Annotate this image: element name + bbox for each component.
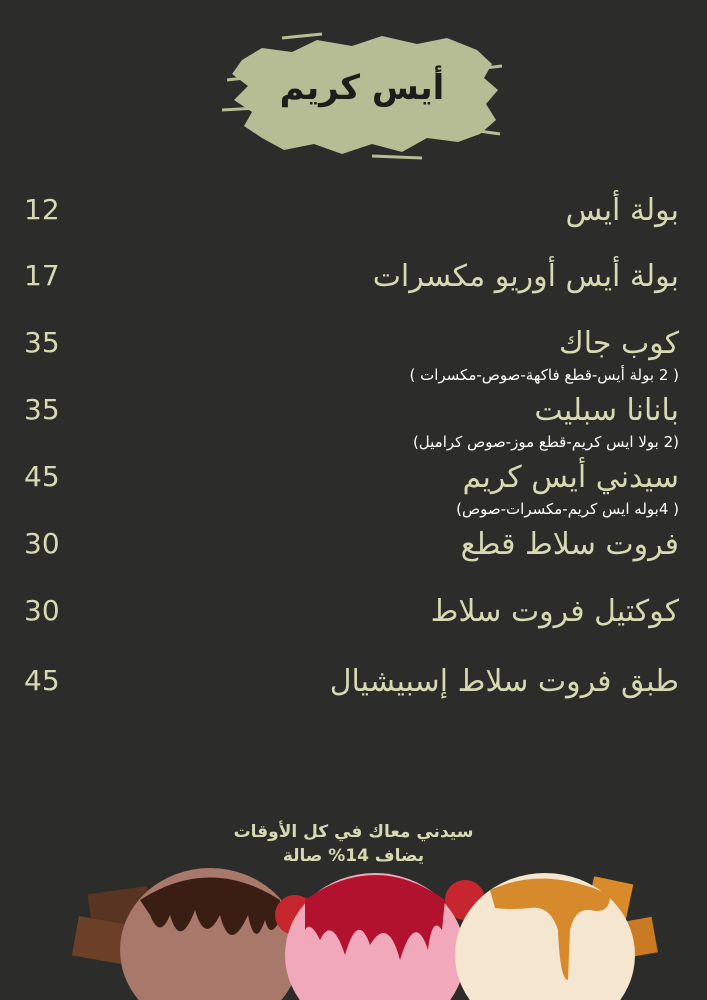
footer-slogan: سيدني معاك في كل الأوقات <box>233 822 474 842</box>
item-name: بانانا سبليت <box>534 393 679 428</box>
item-name: سيدني أيس كريم <box>462 460 679 495</box>
item-name: فروت سلاط قطع <box>460 527 679 562</box>
item-name: بولة أيس <box>565 193 679 228</box>
page-title: أيس كريم <box>279 68 445 108</box>
item-description: (2 بولا ايس كريم-قطع موز-صوص كراميل) <box>412 433 679 451</box>
footer-service-charge: يضاف 14% صالة <box>282 846 425 866</box>
ice-cream-illustration <box>70 860 670 1000</box>
item-price: 45 <box>24 460 60 493</box>
item-price: 30 <box>24 527 60 560</box>
item-price: 17 <box>24 259 60 292</box>
chocolate-piece-icon <box>72 916 128 964</box>
item-description: ( 2 بولة أيس-قطع فاكهة-صوص-مكسرات ) <box>409 366 679 384</box>
item-name: طبق فروت سلاط إسبيشيال <box>329 664 679 699</box>
item-name: كوب جاك <box>559 326 679 361</box>
item-description: ( 4بوله ايس كريم-مكسرات-صوص) <box>456 500 679 518</box>
title-banner <box>222 30 502 160</box>
item-price: 35 <box>24 326 60 359</box>
item-name: كوكتيل فروت سلاط <box>430 594 679 629</box>
item-price: 12 <box>24 193 60 226</box>
item-name: بولة أيس أوريو مكسرات <box>372 259 679 294</box>
item-price: 30 <box>24 594 60 627</box>
item-price: 45 <box>24 664 60 697</box>
item-price: 35 <box>24 393 60 426</box>
